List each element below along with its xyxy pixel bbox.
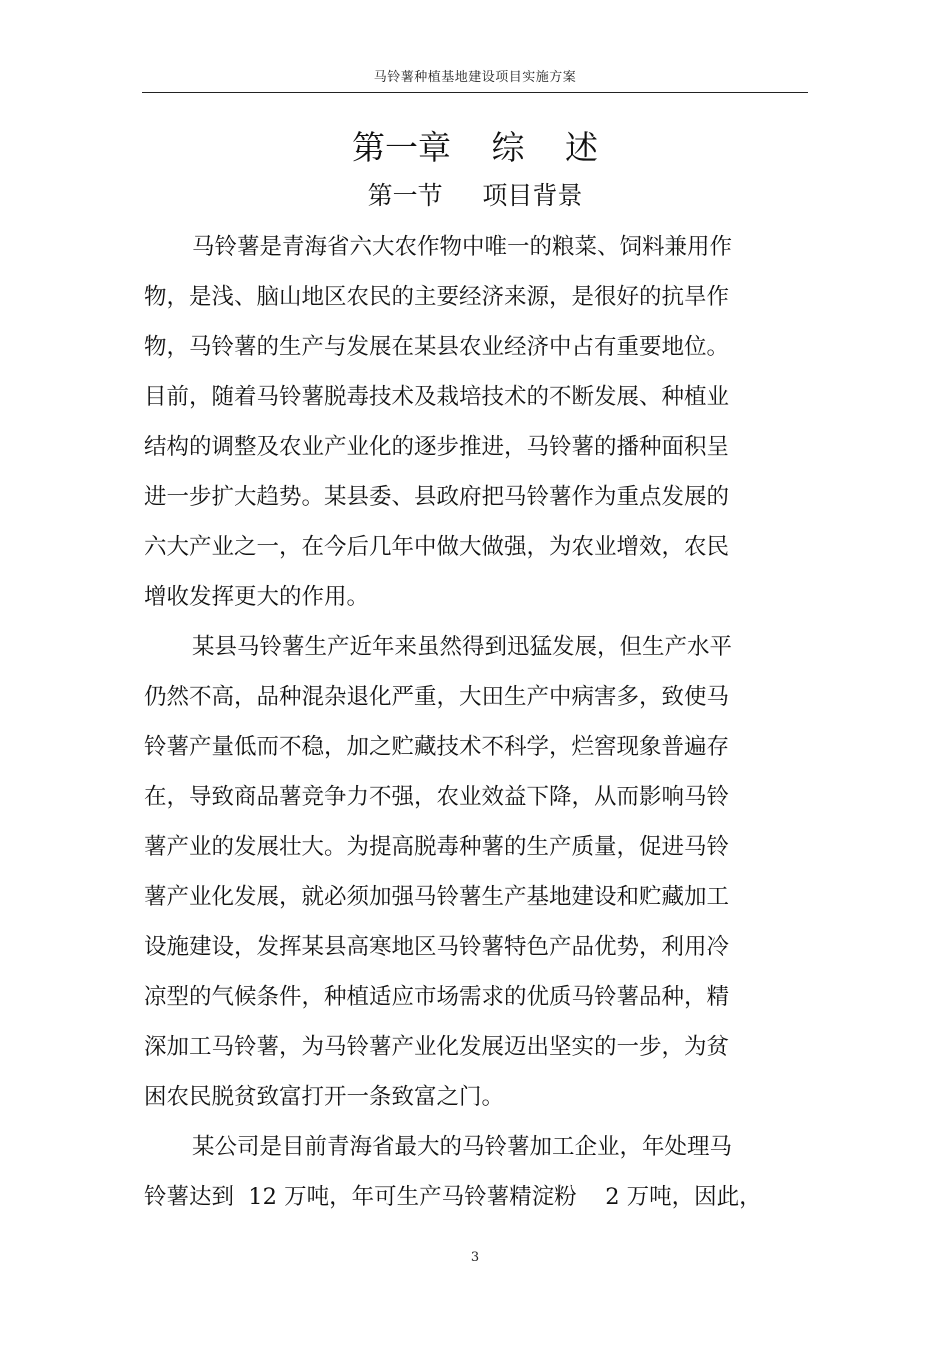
text-line: 物，马铃薯的生产与发展在某县农业经济中占有重要地位。 bbox=[144, 334, 730, 360]
text-line: 铃薯产量低而不稳，加之贮藏技术不科学，烂窖现象普遍存 bbox=[144, 734, 730, 760]
header-divider bbox=[142, 92, 808, 93]
page-number: 3 bbox=[470, 1250, 480, 1265]
text-line: 设施建设，发挥某县高寒地区马铃薯特色产品优势，利用冷 bbox=[144, 934, 730, 960]
chapter-number: 第一章 bbox=[352, 128, 451, 167]
text-line: 物，是浅、脑山地区农民的主要经济来源，是很好的抗旱作 bbox=[144, 284, 730, 310]
text-line: 结构的调整及农业产业化的逐步推进，马铃薯的播种面积呈 bbox=[144, 434, 730, 460]
text-line: 薯产业化发展，就必须加强马铃薯生产基地建设和贮藏加工 bbox=[144, 884, 730, 910]
text-line: 六大产业之一，在今后几年中做大做强，为农业增效，农民 bbox=[144, 534, 730, 560]
text-line: 在，导致商品薯竞争力不强，农业效益下降，从而影响马铃 bbox=[144, 784, 730, 810]
text-line: 增收发挥更大的作用。 bbox=[144, 584, 370, 610]
chapter-heading bbox=[0, 122, 950, 169]
section-heading bbox=[0, 176, 950, 212]
text-line: 铃薯达到 12 万吨，年可生产马铃薯精淀粉 2 万吨，因此， bbox=[144, 1184, 762, 1210]
text-line: 目前，随着马铃薯脱毒技术及栽培技术的不断发展、种植业 bbox=[144, 384, 730, 410]
section-title: 项目背景 bbox=[482, 181, 583, 210]
text-line: 深加工马铃薯，为马铃薯产业化发展迈出坚实的一步，为贫 bbox=[144, 1034, 730, 1060]
body-text bbox=[144, 222, 784, 1222]
text-line: 某公司是目前青海省最大的马铃薯加工企业，年处理马 bbox=[192, 1134, 733, 1160]
text-line: 困农民脱贫致富打开一条致富之门。 bbox=[144, 1084, 505, 1110]
section-number: 第一节 bbox=[367, 181, 443, 210]
text-line: 马铃薯是青海省六大农作物中唯一的粮菜、饲料兼用作 bbox=[192, 234, 733, 260]
text-line: 进一步扩大趋势。某县委、县政府把马铃薯作为重点发展的 bbox=[144, 484, 730, 510]
chapter-title: 综 述 bbox=[491, 128, 598, 167]
text-line: 凉型的气候条件，种植适应市场需求的优质马铃薯品种，精 bbox=[144, 984, 730, 1010]
text-line: 仍然不高，品种混杂退化严重，大田生产中病害多，致使马 bbox=[144, 684, 730, 710]
running-header: 马铃薯种植基地建设项目实施方案 bbox=[373, 70, 577, 85]
text-line: 某县马铃薯生产近年来虽然得到迅猛发展，但生产水平 bbox=[192, 634, 733, 660]
text-line: 薯产业的发展壮大。为提高脱毒种薯的生产质量，促进马铃 bbox=[144, 834, 730, 860]
